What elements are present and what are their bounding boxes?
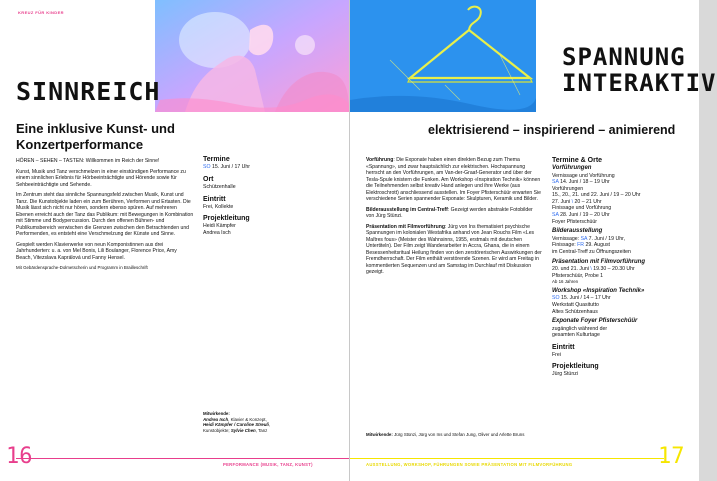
title-line-2: INTERAKTIV [562,69,717,97]
mitwirkende-label: Mitwirkende: [203,411,230,416]
mitwirkende-block [203,411,343,433]
title-part-2: REICH [80,77,161,106]
workshop-value: 15. Juni / 14 – 17 Uhr [559,295,611,302]
page-number: 16 [6,444,33,469]
termine-day: SO [203,164,211,170]
foyer-line: Foyer Pfisterschüür [552,218,597,225]
praes-dates-day: 21. Juni [570,266,589,273]
workshop-place-2: Altes Schützenhaus [552,308,598,315]
right-footer-rule [350,458,664,459]
ort-value: Schützenhalle [203,183,236,190]
praes-dates-rest: 19.30 – 20.30 Uhr [593,266,635,273]
mitwirkende-role-3: Kunstobjekte; [203,427,231,433]
praesentation-text: : Jürg von Ins thematisiert psychische Spannungen im kolonialen Westafrika anhand von Jean Rouchs Film «Les Maîtres fous» (Meister des Wahnsinns, 1955, erstmals mit deutschen Untertiteln). Der Film zeigt Wanderarbeiter in Accra, Ghana, die in einem Besessenheitsritual Heilung finden von den zerstörerischen Auswirkungen der Fremdherrschaft. Der Film enthält verstörende Szenen. Er wird am Freitag in kommentierten Sequenzen und am Samstag im Durchlauf mit Diskussion gezeigt. [366,223,542,275]
praes-dates-pre: 20. und [552,266,571,273]
sa14-day: SA [552,179,559,186]
dates-line-2-rest: 20 – 21 Uhr [574,198,602,205]
performance-photo [155,0,349,112]
right-mitwirkende-label: Mitwirkende: [366,432,393,437]
vorfuehrungen-heading: Vorführungen [552,165,592,171]
eintritt-label: Eintritt [203,195,226,203]
finissage2-label: Finissage: [552,242,578,249]
bilder-paragraph [366,207,542,220]
right-running-footer: AUSSTELLUNG, WORKSHOP, FÜHRUNGEN SOWIE PRÄSENTATION MIT FILMVORFÜHRUNG [366,462,573,467]
bilder-text: : Gezeigt werden abstrakte Fotobilder von Jürg Stünzi. [366,206,533,219]
title-part-1: SINN [16,77,81,106]
sa14-value: 14. Juni / 18 – 19 Uhr [558,179,610,186]
vorfuehrung-text: : Die Exponate haben einen direkten Bezug zum Thema «Spannung», und zwar hauptsächlich zur elektrischen. Hochspannung herrscht an den Vorführungen, am Van-der-Graaf-Generator und über der Tesla-Spule knistern die Funken. Am Workshop «Inspiration Technik» können die Teilnehmenden selbst kreativ Hand anlegen und ihre Werke (aus Elektroschrott) anschliessend ausstellen. Im Foyer Pfisterschüür erwarten Sie verschiedene Serien spannender Exponate: Skulpturen, Keramik und Bilder. [366,157,541,202]
sa28-line [552,212,692,219]
mitwirkende-name-1: Andrea Isch [203,416,229,422]
mitwirkende-name-2: Heidi Kämpfer / Caroline Streuli [203,422,269,428]
vorfuehrung-paragraph [366,157,542,203]
vernissage2-line [552,236,692,243]
body-paragraph-2: Im Zentrum steht das sinnliche Spannungsfeld zwischen Musik, Kunst und Tanz. Die Kunstobjekte laden ein zum Berühren, Verformen und Ertasten. Die Musik lässt sich nicht nur hören, sondern ebenso spüren. Auf mehreren Ebenen erreicht auch der Tanz das Publikum: mit Bewegungen in Kombination mit Stimme und Bodypercussion. Durch den offenen Bühnen- und Publikumsbereich verwischen die Grenzen zwischen den Betrachtenden und Performenden, es entsteht eine Verschmelzung der Künste und Sinne. [16,192,194,237]
subtitle-line-2: Konzertperformance [16,137,144,152]
finissage2-rest: 29. August [584,242,610,249]
schedule-column [552,156,692,378]
performance-photo-illustration [155,0,349,112]
accessibility-note: Mit Gebärdensprache-Dolmetscherin und Programm in Brailleschrift [16,265,148,270]
praes-place: Pfisterschüür, Probe 1 [552,272,604,279]
schedule-heading: Termine & Orte [552,157,603,164]
eintritt-value: Frei, Kollekte [203,203,234,210]
projektleitung-name-1: Heidi Kämpfer [203,223,236,230]
mitwirkende-role-1: , Klavier & Konzept, [228,416,267,422]
central-line: im Central-Treff zu Öffnungszeiten [552,248,631,255]
body-text [16,158,194,275]
right-eintritt-label: Eintritt [552,343,575,351]
sa28-day: SA [552,212,559,219]
subtitle-line-1: Eine inklusive Kunst- und [16,121,175,136]
finissage2-line [552,242,692,249]
intro-paragraph: HÖREN – SEHEN – TASTEN: Willkommen im Reich der Sinne! [16,158,160,164]
workshop-day: SO [552,295,560,302]
projektleitung-name-2: Andrea Isch [203,230,231,237]
hanger-illustration [350,0,536,112]
praesentation-label: Präsentation mit Filmvorführung [366,223,445,230]
workshop-heading: Workshop «Inspiration Technik» [552,287,645,294]
praes-age: Ab 16 Jahren [552,279,579,285]
mitwirkende-name-3: Sylvie Chen [230,427,256,433]
running-footer: PERFORMANCE (MUSIK, TANZ, KUNST) [223,462,313,467]
footer-rule [16,458,349,459]
right-page-number: 17 [658,444,685,469]
right-page [350,0,717,481]
termine-label: Termine [203,156,230,163]
dates-line-2 [552,199,692,206]
bilder-label: Bilderausstellung im Central-Treff [366,206,448,213]
title-line-1: SPANNUNG [562,43,686,71]
vernissage2-day: SA [580,235,588,242]
vernissage2-label: Vernissage: [552,235,581,242]
page-title-sinnreich [16,78,160,106]
mitwirkende-line-3 [203,428,343,434]
dates-separator-icon: \ [570,198,575,205]
dates-line-2-day: 27. Juni [552,198,571,205]
praes-separator-icon: \ [588,266,594,273]
left-page [0,0,349,481]
dates-line-1: 15., 20., 21. und 22. Juni / 19 – 20 Uhr [552,192,641,199]
mitwirkende-role-4: , Tanz [255,427,268,433]
vernissage-line: Vernissage und Vorführung [552,172,615,179]
hanger-photo [350,0,536,112]
sa14-line [552,179,692,186]
subtitle [16,121,196,153]
projektleitung-label: Projektleitung [203,215,250,223]
exponate-line-2: gesamten Kulturtage [552,332,600,339]
workshop-date [552,295,692,302]
body-paragraph-3: Gespielt werden Klavierwerke von neun Komponistinnen aus drei Jahrhunderten: u. a. von Mel Bonis, Lili Boulanger, Florence Price, Amy Beach, Vitezslava Kaprálová und Fanny Hensel. [16,241,177,261]
bilder-heading: Bilderausstellung [552,228,603,235]
exponate-line-1: zugänglich während der [552,325,608,332]
right-eintritt-value: Frei [552,351,561,358]
right-projekt-label: Projektleitung [552,363,599,371]
page-title-spannung [562,44,717,96]
body-paragraph-1: Kunst, Musik und Tanz verschmelzen in einer einstündigen Performance zu einem sinnlichen Erlebnis für Hörbeeinträchtigte und Hörende sowie für Sehbeeinträchtigte und Sehende. [16,168,186,188]
ort-label: Ort [203,175,214,183]
praesentation-heading: Präsentation mit Filmvorführung [552,258,646,265]
page-subtitle: elektrisierend – inspirierend – animierend [428,123,676,137]
praesentation-paragraph [366,224,542,276]
event-meta [203,155,338,241]
right-mitwirkende [366,432,536,438]
finissage-line: Finissage und Vorführung [552,205,612,212]
termine-date: 15. Juni / 17 Uhr [211,164,251,170]
termine-value [203,164,338,171]
right-mitwirkende-text: Jürg Stünzi, Jürg von Ins und Stefan Jung, Oliver und Arlette Bruns [392,432,525,437]
vernissage2-rest: 7. Juni / 19 Uhr, [587,235,625,242]
mitwirkende-role-2: , [268,422,271,428]
right-body-text [366,157,542,280]
vorfuehrungen-line: Vorführungen [552,185,584,192]
section-tag: KREUZ FÜR KINDER [18,10,64,15]
praes-dates-line [552,266,692,273]
right-projekt-value: Jürg Stünzi [552,371,578,378]
sa28-value: 28. Juni / 19 – 20 Uhr [558,212,610,219]
vorfuehrung-label: Vorführung [366,157,394,163]
exponate-heading: Exponate Foyer Pfisterschüür [552,318,638,325]
workshop-place-1: Werkstatt Quasitutto [552,301,599,308]
finissage2-day: FR [577,242,585,249]
